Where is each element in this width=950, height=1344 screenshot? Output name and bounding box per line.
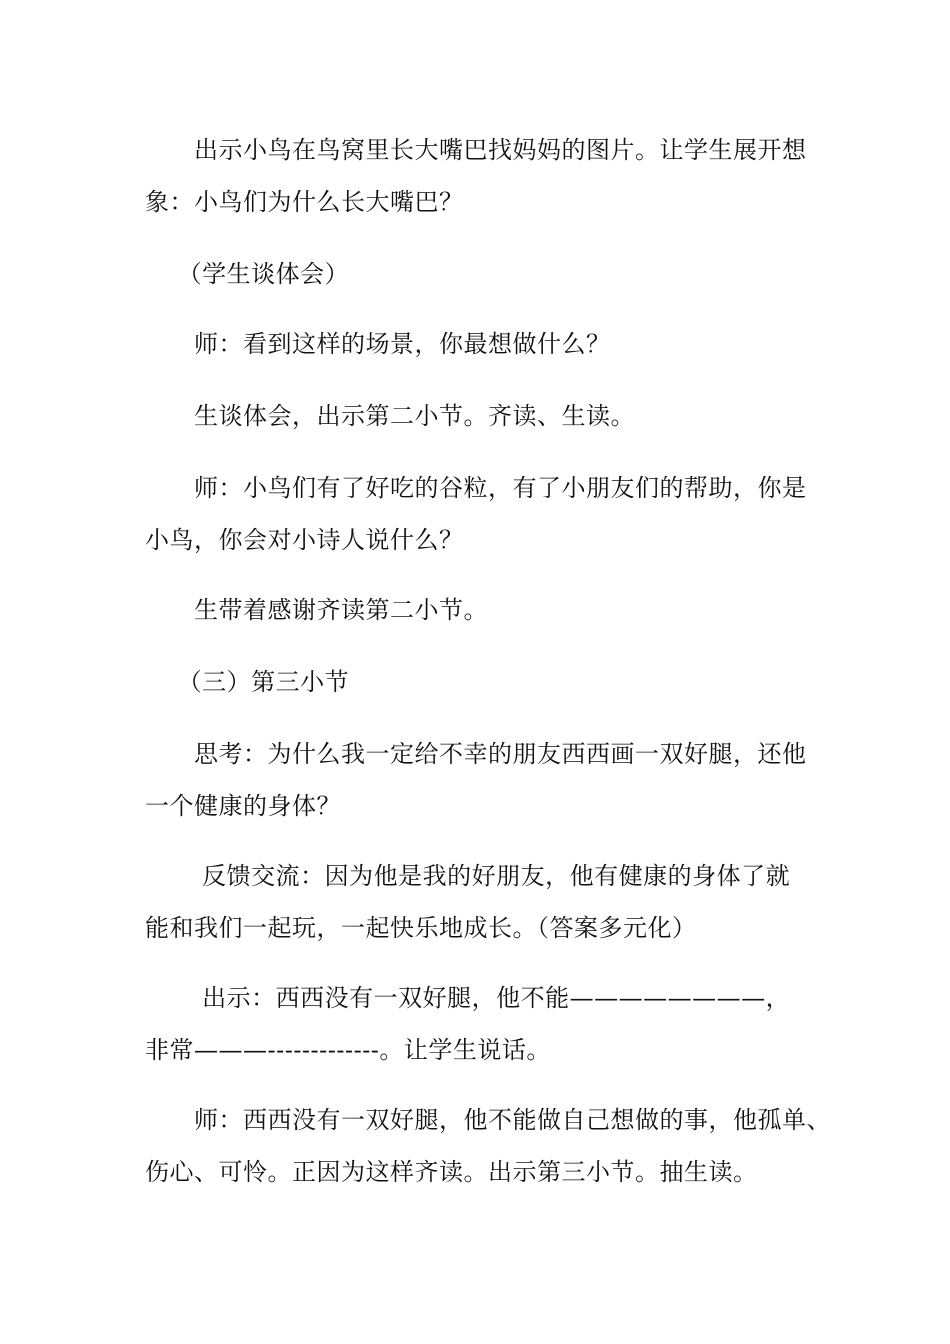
text-line: 思考：为什么我一定给不幸的朋友西西画一双好腿，还他 <box>145 740 807 768</box>
paragraph-9 <box>145 850 810 954</box>
text-line: （学生谈体会） <box>145 260 350 288</box>
text-line: 象：小鸟们为什么长大嘴巴？ <box>145 188 464 216</box>
paragraph-8 <box>145 728 810 832</box>
text-line: （三）第三小节 <box>145 668 350 696</box>
text-line: 反馈交流：因为他是我的好朋友，他有健康的身体了就 <box>145 862 791 890</box>
text-line: 伤心、可怜。正因为这样齐读。出示第三小节。抽生读。 <box>145 1158 758 1186</box>
text-line: 师：西西没有一双好腿，他不能做自己想做的事，他孤单、 <box>145 1106 831 1134</box>
text-line: 师：看到这样的场景，你最想做什么？ <box>145 330 611 358</box>
text-line: 出示：西西没有一双好腿，他不能————————， <box>145 984 791 1012</box>
paragraph-10 <box>145 972 810 1076</box>
text-line: 小鸟，你会对小诗人说什么？ <box>145 526 464 554</box>
text-line: 生谈体会，出示第二小节。齐读、生读。 <box>145 402 635 430</box>
text-line: 一个健康的身体？ <box>145 792 341 820</box>
text-line: 非常———-------------。让学生说话。 <box>145 1036 551 1064</box>
text-line: 师：小鸟们有了好吃的谷粒，有了小朋友们的帮助，你是 <box>145 474 807 502</box>
paragraph-3 <box>145 318 810 370</box>
paragraph-4 <box>145 390 810 442</box>
paragraph-5 <box>145 462 810 566</box>
text-line: 生带着感谢齐读第二小节。 <box>145 596 488 624</box>
paragraph-2 <box>145 248 810 300</box>
paragraph-1 <box>145 124 810 228</box>
text-line: 能和我们一起玩，一起快乐地成长。（答案多元化） <box>145 914 697 942</box>
paragraph-7 <box>145 656 810 708</box>
paragraph-11 <box>145 1094 831 1198</box>
paragraph-6 <box>145 584 810 636</box>
text-line: 出示小鸟在鸟窝里长大嘴巴找妈妈的图片。让学生展开想 <box>145 136 807 164</box>
